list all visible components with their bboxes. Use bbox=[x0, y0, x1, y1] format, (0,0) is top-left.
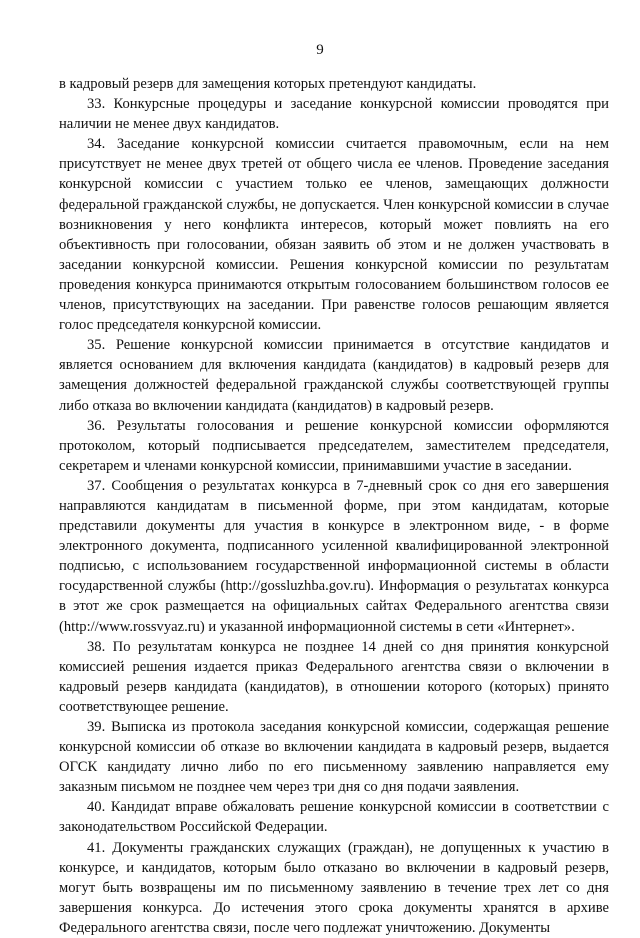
paragraph-41: 41. Документы гражданских служащих (граждан), не допущенных к участию в конкурсе, и кандидатов, которым было отказано во включении в кадровый резерв, могут быть возвращены им по письменному заявлению в течение трех лет со дня завершения конкурса. До истечения этого срока документы хранятся в архиве Федерального агентства связи, после чего подлежат уничтожению. Документы bbox=[59, 839, 609, 936]
paragraph-40: 40. Кандидат вправе обжаловать решение конкурсной комиссии в соответствии с законодательством Российской Федерации. bbox=[59, 799, 609, 836]
document-body bbox=[59, 74, 609, 938]
paragraph-33: 33. Конкурсные процедуры и заседание конкурсной комиссии проводятся при наличии не менее двух кандидатов. bbox=[59, 96, 609, 133]
paragraph-39: 39. Выписка из протокола заседания конкурсной комиссии, содержащая решение конкурсной комиссии об отказе во включении кандидата в кадровый резерв, выдается ОГСК кандидату лично либо по его письменному заявлению направляется ему заказным письмом не позднее чем через три дня со дня подачи заявления. bbox=[59, 719, 609, 796]
paragraph-36: 36. Результаты голосования и решение конкурсной комиссии оформляются протоколом, который подписывается председателем, заместителем председателя, секретарем и членами конкурсной комиссии, принимавшими участие в заседании. bbox=[59, 417, 609, 474]
paragraph-35: 35. Решение конкурсной комиссии принимается в отсутствие кандидатов и является основанием для включения кандидата (кандидатов) в кадровый резерв для замещения должностей федеральной гражданской службы соответствующей группы либо отказа во включении кандидата (кандидатов) в кадровый резерв. bbox=[59, 337, 609, 414]
paragraph-37: 37. Сообщения о результатах конкурса в 7-дневный срок со дня его завершения направляются кандидатам в письменной форме, при этом кандидатам, которые представили документы для участия в конкурсе в электронном виде, - в форме электронного документа, подписанного усиленной квалифицированной электронной подписью, с использованием государственной информационной системы в области государственной службы (http://gossluzhba.gov.ru). Информация о результатах конкурса в этот же срок размещается на официальных сайтах Федерального агентства связи (http://www.rossvyaz.ru) и указанной информационной системы в сети «Интернет». bbox=[59, 477, 609, 635]
paragraph-38: 38. По результатам конкурса не позднее 14 дней со дня принятия конкурсной комиссией решения издается приказ Федерального агентства связи о включении в кадровый резерв кандидата (кандидатов), в отношении которого (которых) принято соответствующее решение. bbox=[59, 638, 609, 715]
paragraph-continuation: в кадровый резерв для замещения которых претендуют кандидаты. bbox=[59, 76, 477, 92]
page-number: 9 bbox=[316, 42, 324, 58]
paragraph-34: 34. Заседание конкурсной комиссии считается правомочным, если на нем присутствует не менее двух третей от общего числа ее членов. Проведение заседания конкурсной комиссии с участием только ее членов, замещающих должности федеральной гражданской службы, не допускается. Член конкурсной комиссии в случае возникновения у него конфликта интересов, который может повлиять на его объективность при голосовании, обязан заявить об этом и не должен участвовать в заседании конкурсной комиссии. Решения конкурсной комиссии по результатам проведения конкурса принимаются открытым голосованием большинством голосов ее членов, присутствующих на заседании. При равенстве голосов решающим является голос председателя конкурсной комиссии. bbox=[59, 136, 609, 334]
